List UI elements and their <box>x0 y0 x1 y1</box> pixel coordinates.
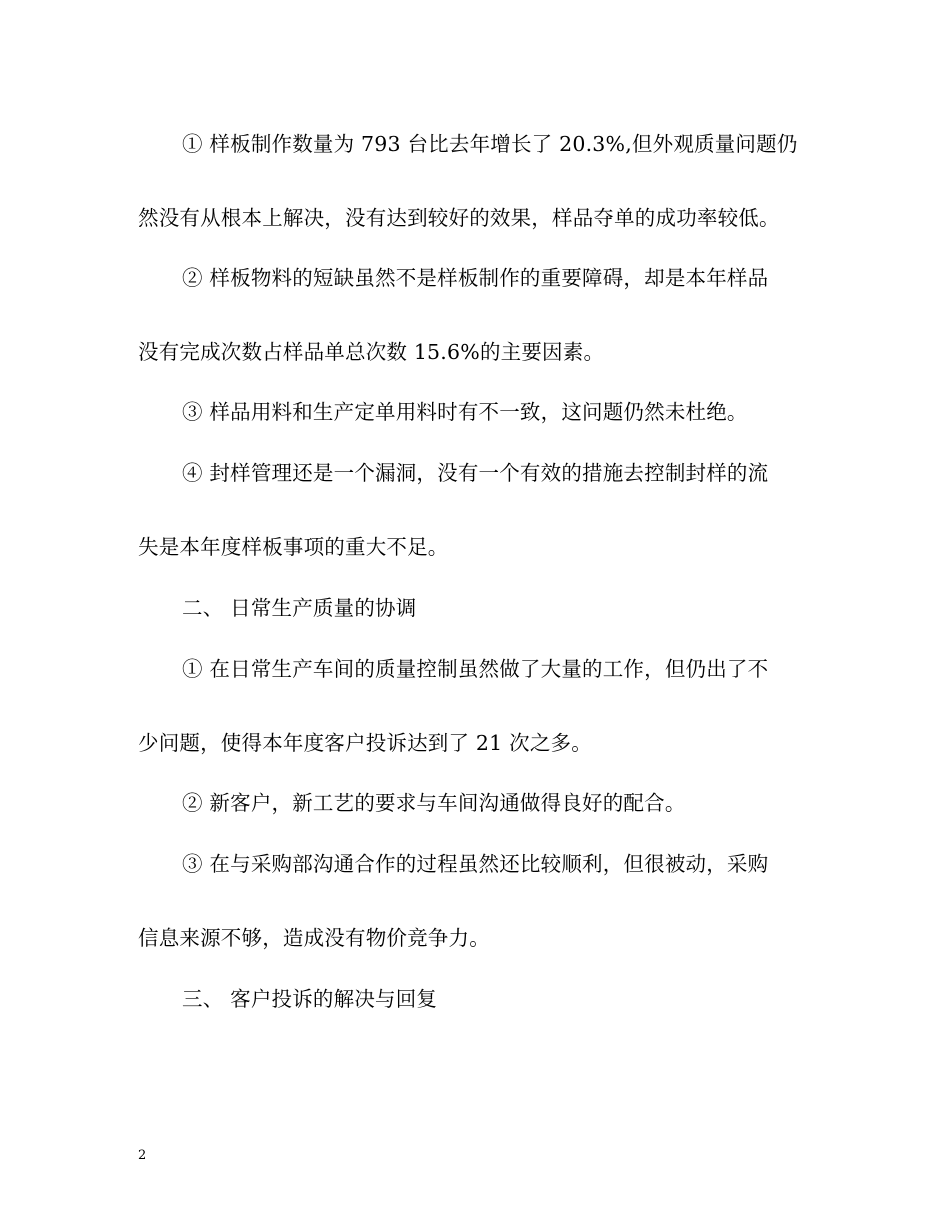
section-heading: 三、 客户投诉的解决与回复 <box>182 987 438 1011</box>
paragraph-line: ① 样板制作数量为 793 台比去年增长了 20.3%,但外观质量问题仍 <box>182 132 798 156</box>
paragraph-line: ② 新客户，新工艺的要求与车间沟通做得良好的配合。 <box>182 791 686 815</box>
paragraph-line: ③ 在与采购部沟通合作的过程虽然还比较顺利，但很被动，采购 <box>182 852 769 876</box>
paragraph-line: 信息来源不够，造成没有物价竞争力。 <box>138 926 490 950</box>
paragraph-line: 少问题，使得本年度客户投诉达到了 21 次之多。 <box>138 731 592 755</box>
paragraph-line: 失是本年度样板事项的重大不足。 <box>138 535 449 559</box>
section-heading: 二、 日常生产质量的协调 <box>182 596 417 620</box>
paragraph-line: ③ 样品用料和生产定单用料时有不一致，这问题仍然未杜绝。 <box>182 400 748 424</box>
page-number: 2 <box>138 1148 147 1163</box>
paragraph-line: ④ 封样管理还是一个漏洞，没有一个有效的措施去控制封样的流 <box>182 461 769 485</box>
paragraph-line: 然没有从根本上解决，没有达到较好的效果，样品夺单的成功率较低。 <box>138 206 780 230</box>
paragraph-line: 没有完成次数占样品单总次数 15.6%的主要因素。 <box>138 340 605 364</box>
paragraph-line: ② 样板物料的短缺虽然不是样板制作的重要障碍，却是本年样品 <box>182 266 769 290</box>
paragraph-line: ① 在日常生产车间的质量控制虽然做了大量的工作，但仍出了不 <box>182 657 769 681</box>
